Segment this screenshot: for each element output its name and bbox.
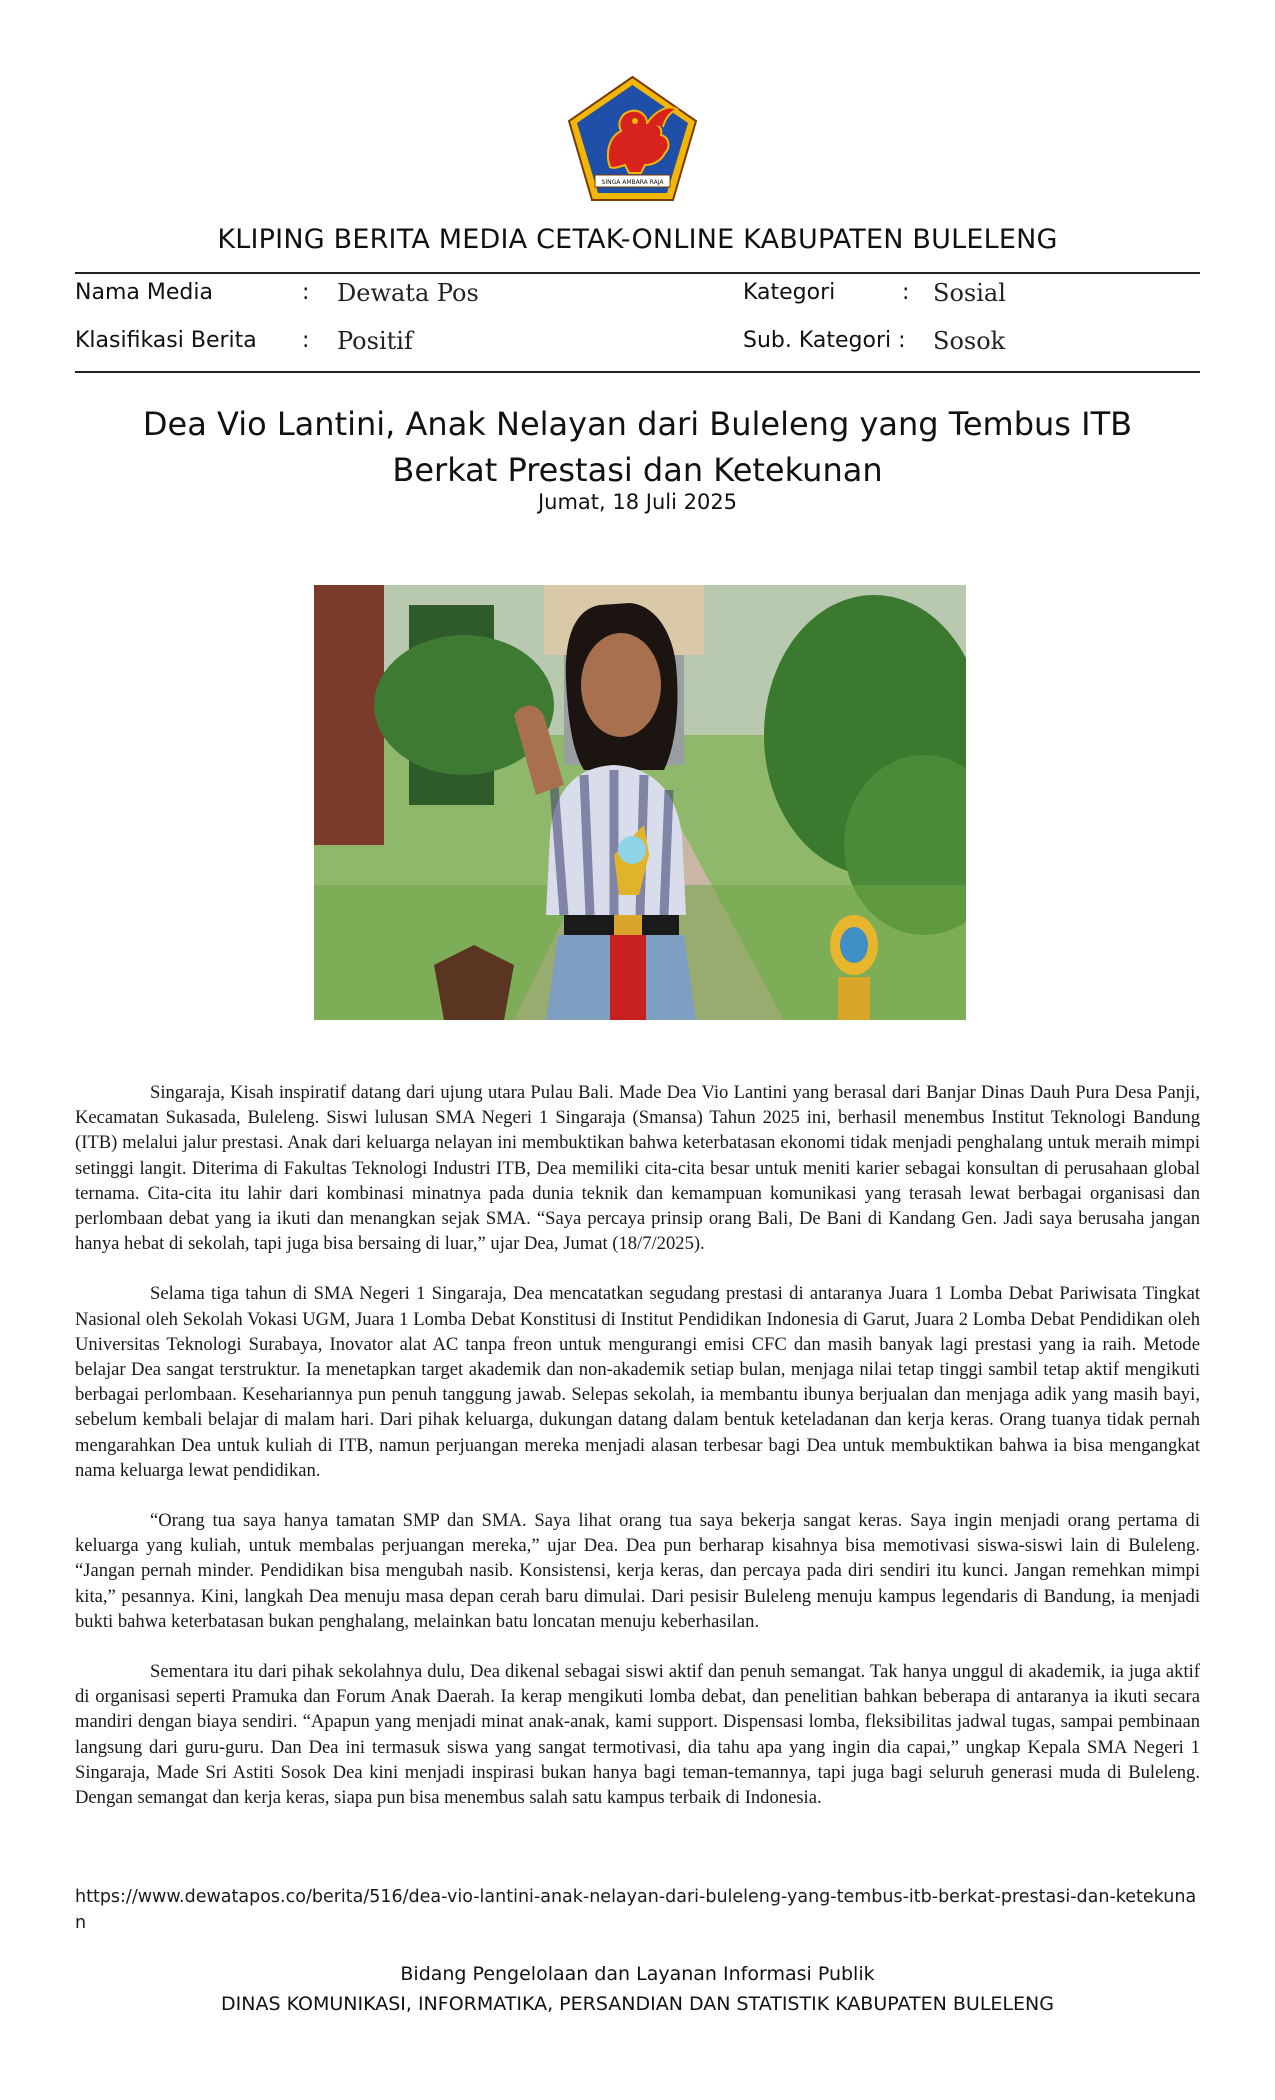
category-label: Kategori — [743, 280, 836, 305]
article-paragraph: Singaraja, Kisah inspiratif datang dari ujung utara Pulau Bali. Made Dea Vio Lantini yang berasal dari Banjar Dinas Dauh Pura Desa Panji, Kecamatan Sukasada, Buleleng. Siswi lulusan SMA Negeri 1 Singaraja (Smansa) Tahun 2025 ini, berhasil menembus Institut Teknologi Bandung (ITB) melalui jalur prestasi. Anak dari keluarga nelayan ini membuktikan bahwa keterbatasan ekonomi tidak menjadi penghalang untuk meraih mimpi setinggi langit. Diterima di Fakultas Teknologi Industri ITB, Dea memiliki cita-cita besar untuk meniti karier sebagai konsultan di perusahaan global ternama. Cita-cita itu lahir dari kombinasi minatnya pada dunia teknik dan kemampuan komunikasi yang terasah lewat berbagai organisasi dan perlombaan debat yang ia ikuti dan menangkan sejak SMA. “Saya percaya prinsip orang Bali, De Bani di Kandang Gen. Jadi saya berusaha jangan hanya hebat di sekolah, tapi juga bisa bersaing di luar,” ujar Dea, Jumat (18/7/2025). — [75, 1082, 1200, 1255]
category-colon: : — [902, 280, 910, 305]
article-body — [75, 1080, 1200, 1835]
subcategory-label: Sub. Kategori : — [743, 328, 906, 353]
news-classification-value: Positif — [337, 327, 413, 355]
news-classification-label: Klasifikasi Berita — [75, 328, 257, 353]
article-photo — [314, 585, 966, 1020]
media-name-value: Dewata Pos — [337, 279, 479, 307]
source-link[interactable]: https://www.dewatapos.co/berita/516/dea-vio-lantini-anak-nelayan-dari-buleleng-yang-tembus-itb-berkat-prestasi-dan-ketekunan — [75, 1887, 1197, 1933]
category-value: Sosial — [933, 279, 1006, 307]
headline-line-2: Berkat Prestasi dan Ketekunan — [392, 451, 883, 489]
singa-ambara-raja-emblem-icon — [565, 75, 700, 203]
header-bottom-divider — [75, 371, 1200, 373]
media-name-colon: : — [302, 280, 310, 305]
article-paragraph: Selama tiga tahun di SMA Negeri 1 Singaraja, Dea mencatatkan segudang prestasi di antaranya Juara 1 Lomba Debat Pariwisata Tingkat Nasional oleh Sekolah Vokasi UGM, Juara 1 Lomba Debat Konstitusi di Institut Pendidikan Indonesia di Garut, Juara 2 Lomba Debat Pendidikan oleh Universitas Teknologi Surabaya, Inovator alat AC tanpa freon untuk mengurangi emisi CFC dan masih banyak lagi prestasi yang ia raih. Metode belajar Dea sangat terstruktur. Ia menetapkan target akademik dan non-akademik setiap bulan, menjaga nilai tetap tinggi sambil tetap aktif mengikuti berbagai perlombaan. Kesehariannya pun penuh tanggung jawab. Selepas sekolah, ia membantu ibunya berjualan dan menjaga adik yang masih bayi, sebelum kembali belajar di malam hari. Dari pihak keluarga, dukungan datang dalam bentuk keteladanan dan kerja keras. Orang tuanya tidak pernah mengarahkan Dea untuk kuliah di ITB, namun perjuangan mereka menjadi alasan terbesar bagi Dea untuk membuktikan bahwa ia bisa mengangkat nama keluarga lewat pendidikan. — [75, 1283, 1200, 1481]
headline-line-1: Dea Vio Lantini, Anak Nelayan dari Buleleng yang Tembus ITB — [142, 405, 1133, 443]
regency-emblem-logo — [565, 75, 700, 203]
article-paragraph: Sementara itu dari pihak sekolahnya dulu, Dea dikenal sebagai siswi aktif dan penuh semangat. Tak hanya unggul di akademik, ia juga aktif di organisasi seperti Pramuka dan Forum Anak Daerah. Ia kerap mengikuti lomba debat, dan penelitian bahkan beberapa di antaranya ia ikuti secara mandiri dengan biaya sendiri. “Apapun yang menjadi minat anak-anak, kami support. Dispensasi lomba, fleksibilitas jadwal tugas, sampai pembinaan langsung dari guru-guru. Dan Dea ini termasuk siswa yang sangat termotivasi, dia tahu apa yang ingin dia capai,” ungkap Kepala SMA Negeri 1 Singaraja, Made Sri Astiti Sosok Dea kini menjadi inspirasi bukan hanya bagi teman-temannya, tapi juga bagi seluruh generasi muda di Buleleng. Dengan semangat dan kerja keras, siapa pun bisa menembus salah satu kampus terbaik di Indonesia. — [75, 1661, 1200, 1809]
media-name-label: Nama Media — [75, 280, 213, 305]
article-paragraph: “Orang tua saya hanya tamatan SMP dan SMA. Saya lihat orang tua saya bekerja sangat keras. Saya ingin menjadi orang pertama di keluarga yang kuliah, untuk membalas perjuangan mereka,” ujar Dea. Dea pun berharap kisahnya bisa memotivasi siswa-siswi lain di Buleleng. “Jangan pernah minder. Pendidikan bisa mengubah nasib. Konsistensi, kerja keras, dan percaya pada diri sendiri itu kunci. Jangan remehkan mimpi kita,” pesannya. Kini, langkah Dea menuju masa depan cerah baru dimulai. Dari pesisir Buleleng menuju kampus legendaris di Bandung, ia menjadi bukti bahwa keterbatasan bukan penghalang, melainkan batu loncatan menuju keberhasilan. — [75, 1510, 1200, 1632]
footer-division: Bidang Pengelolaan dan Layanan Informasi Publik — [400, 1963, 875, 1985]
header-top-divider — [75, 272, 1200, 274]
clipping-header-title: KLIPING BERITA MEDIA CETAK-ONLINE KABUPATEN BULELENG — [217, 224, 1058, 255]
emblem-motto: SINGA AMBARA RAJA — [601, 179, 664, 186]
news-classification-colon: : — [302, 328, 310, 353]
publication-date: Jumat, 18 Juli 2025 — [537, 490, 738, 514]
article-headline — [100, 401, 1175, 493]
footer-agency: DINAS KOMUNIKASI, INFORMATIKA, PERSANDIAN DAN STATISTIK KABUPATEN BULELENG — [221, 1993, 1054, 2015]
subcategory-value: Sosok — [933, 327, 1006, 355]
